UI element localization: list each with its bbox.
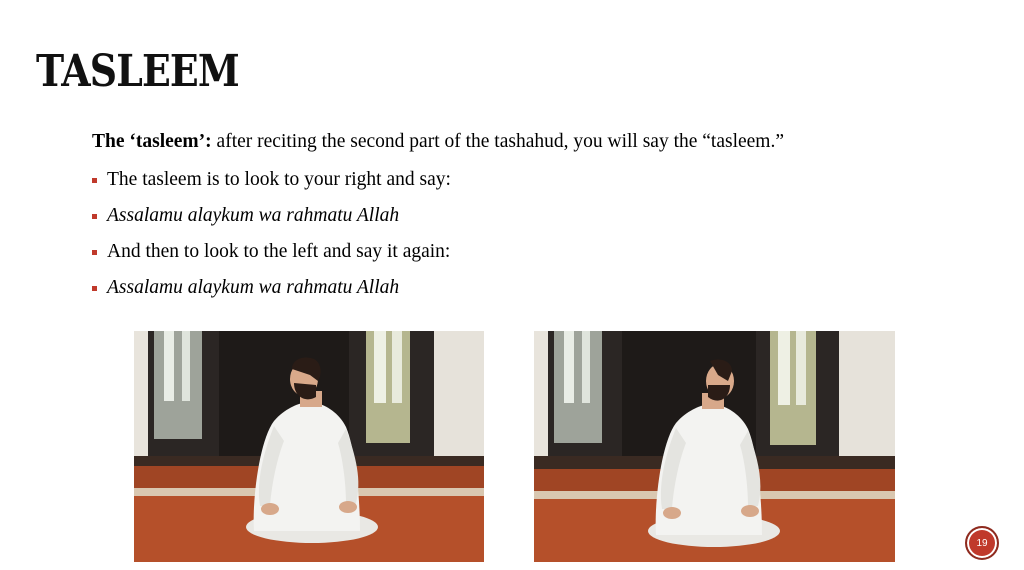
bullet-item (92, 276, 892, 300)
bullet-text: Assalamu alaykum wa rahmatu Allah (107, 277, 400, 298)
intro-text: after reciting the second part of the tashahud, you will say the “tasleem.” (211, 131, 785, 152)
bullet-item (92, 168, 892, 192)
bullet-text: Assalamu alaykum wa rahmatu Allah (107, 205, 400, 226)
photo-tasleem-right (134, 331, 484, 562)
photo-tasleem-left (534, 331, 895, 562)
photo-tasleem-left-image (534, 331, 895, 562)
intro-term: The ‘tasleem’: (92, 131, 212, 152)
slide-content (92, 130, 892, 312)
slide-title: TASLEEM (36, 46, 239, 97)
bullet-text: The tasleem is to look to your right and say: (107, 169, 451, 190)
bullet-marker-icon (92, 250, 97, 255)
photo-tasleem-right-image (134, 331, 484, 562)
bullet-marker-icon (92, 286, 97, 291)
bullet-item (92, 240, 892, 264)
page-number-badge: 19 (965, 526, 999, 560)
bullet-marker-icon (92, 178, 97, 183)
bullet-text: And then to look to the left and say it again: (107, 241, 451, 262)
bullet-marker-icon (92, 214, 97, 219)
intro-paragraph (92, 130, 892, 154)
bullet-item (92, 204, 892, 228)
